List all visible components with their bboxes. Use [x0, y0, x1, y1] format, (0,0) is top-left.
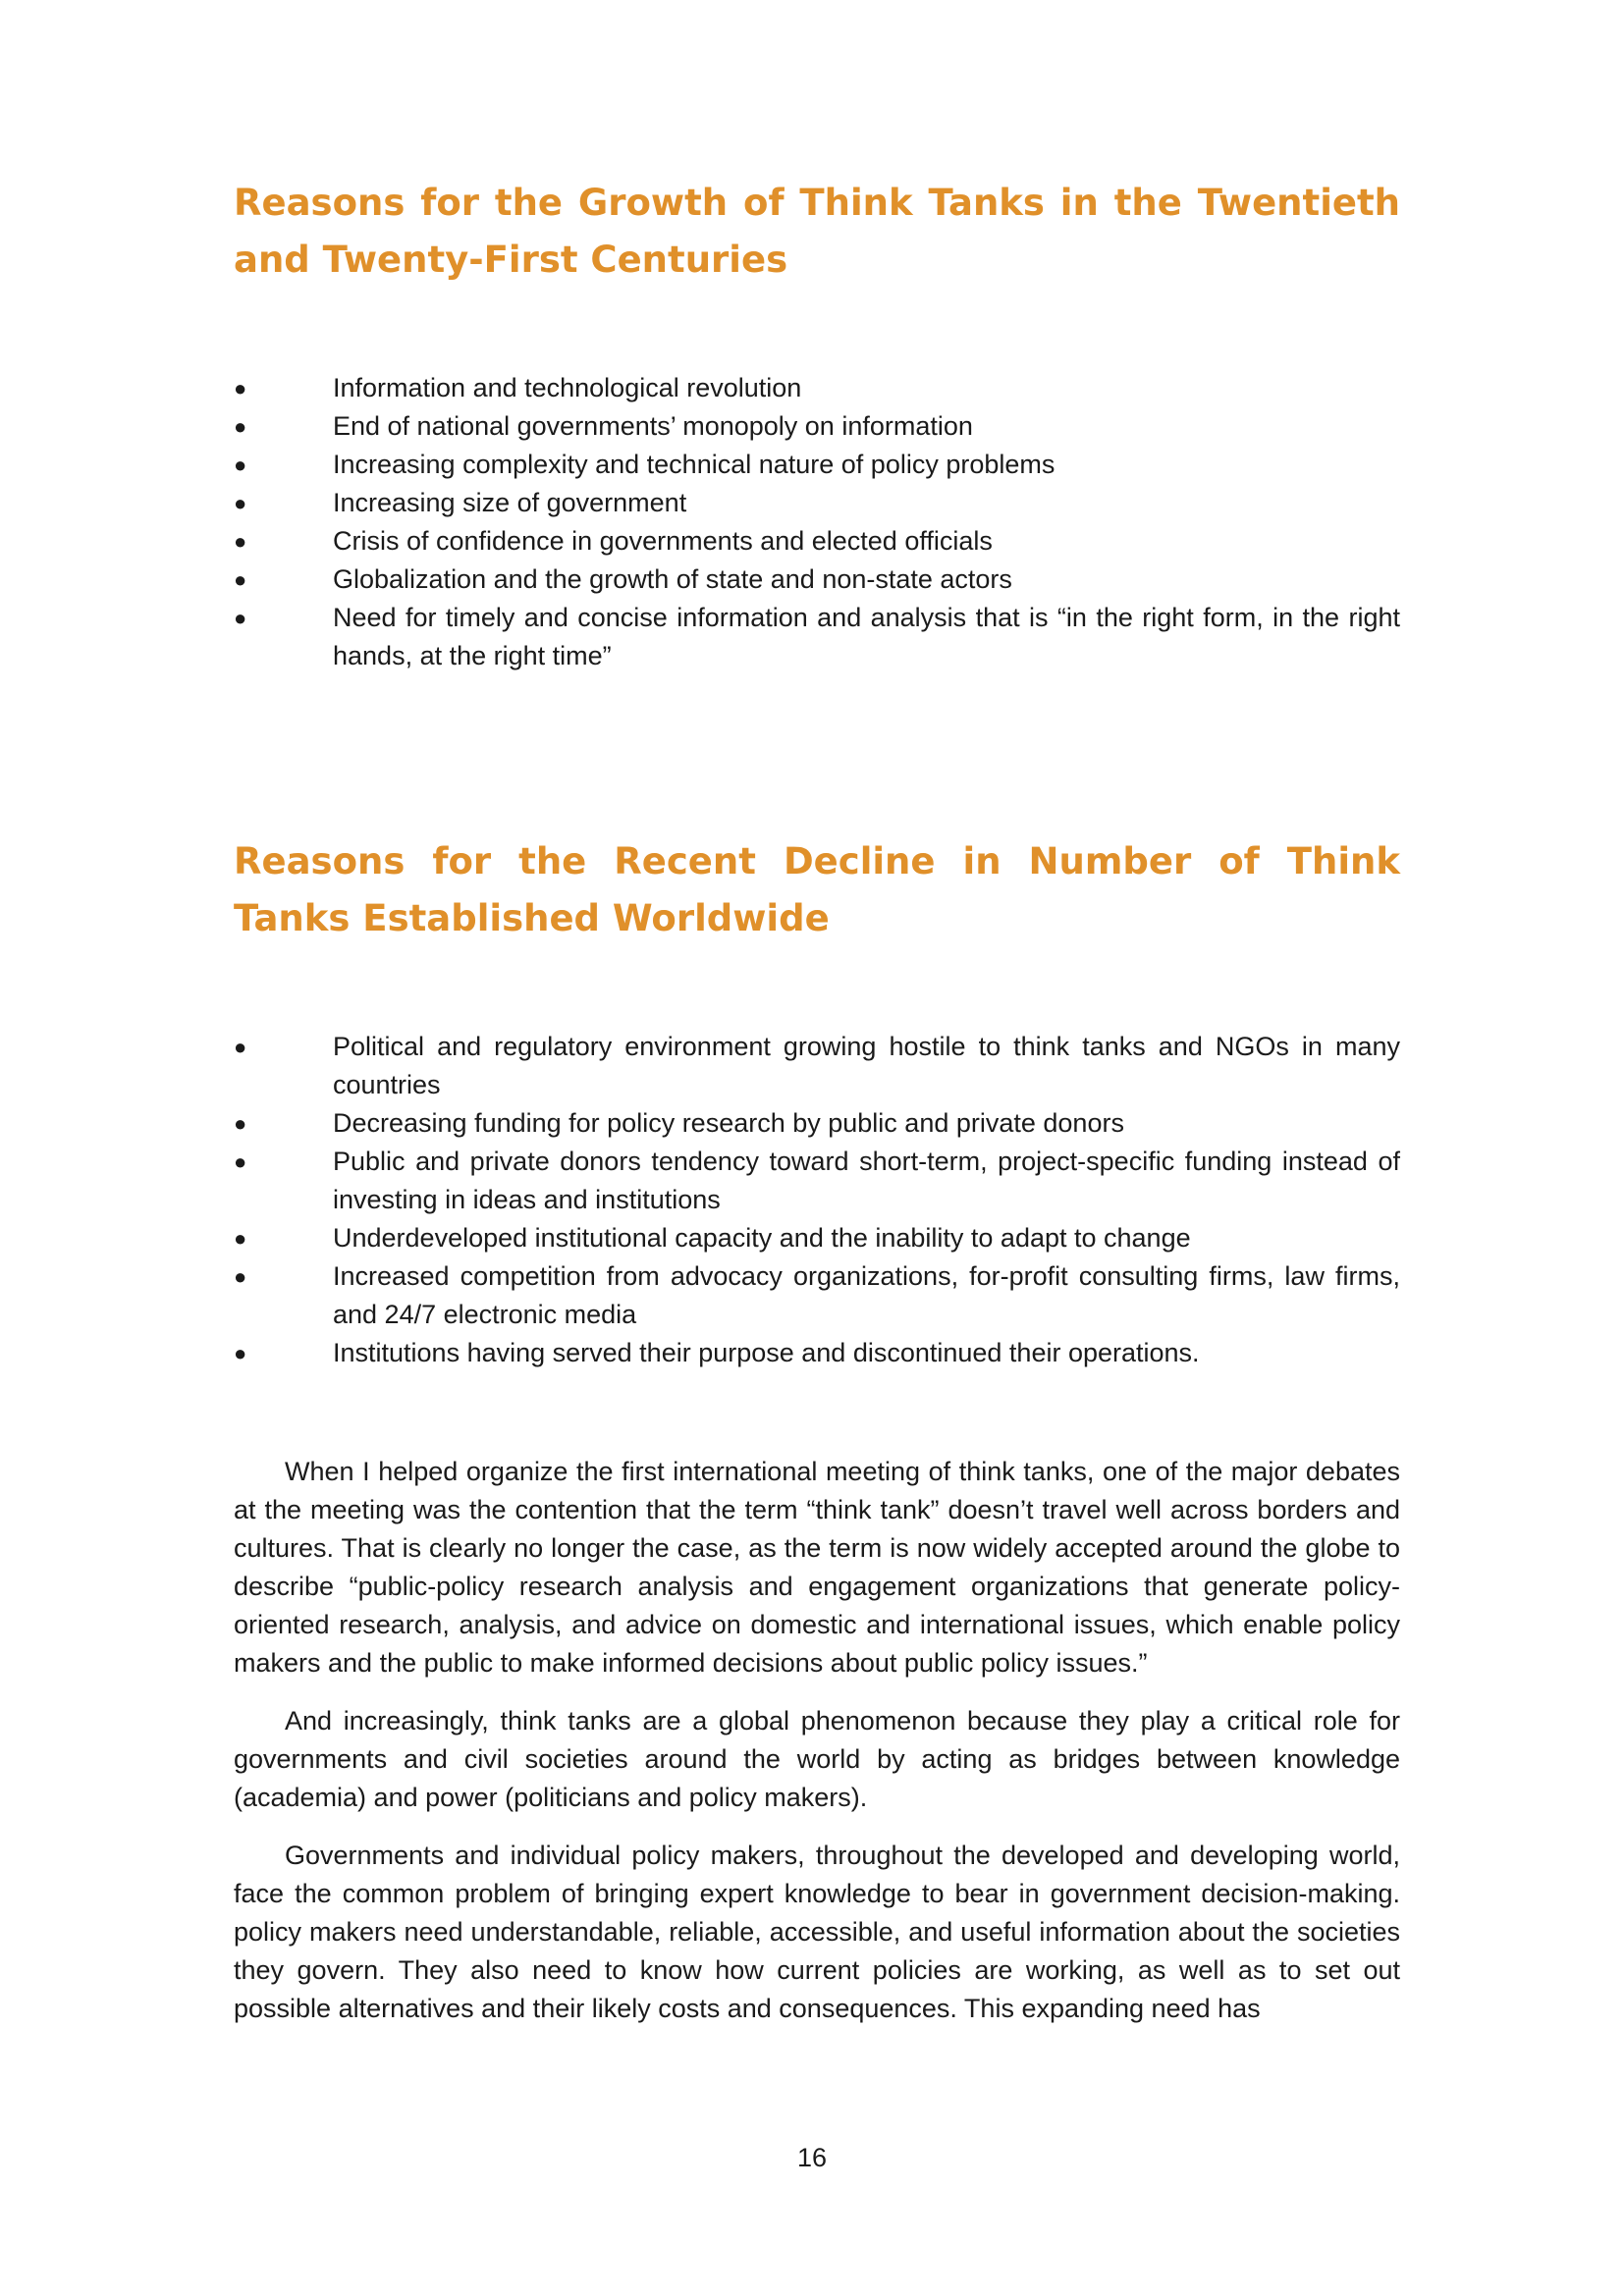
- list-item-text: End of national governments’ monopoly on information: [333, 411, 973, 441]
- bullet-icon: ●: [234, 529, 247, 554]
- section-heading-growth: Reasons for the Growth of Think Tanks in the Twentieth and Twenty-First Centuries: [234, 182, 1400, 281]
- paragraph: Governments and individual policy makers, throughout the developed and developing world, face the common problem of bringing expert knowledge to bear in government decision-making. policy makers need understandable, reliable, accessible, and useful information about the societies they govern. They also need to know how current policies are working, as well as to set out possible alternatives and their likely costs and consequences. This expanding need has: [234, 1841, 1400, 2023]
- bullet-icon: ●: [234, 1035, 247, 1059]
- list-item-text: Political and regulatory environment growing hostile to think tanks and NGOs in many countries: [333, 1032, 1400, 1099]
- list-item: [234, 1219, 1400, 1257]
- list-item: [234, 1104, 1400, 1143]
- list-item: [234, 522, 1400, 561]
- list-item-text: Public and private donors tendency toward short-term, project-specific funding instead of investing in ideas and institutions: [333, 1147, 1400, 1214]
- list-item: [234, 1334, 1400, 1372]
- list-item-text: Crisis of confidence in governments and elected officials: [333, 526, 993, 556]
- list-item-text: Increasing complexity and technical nature of policy problems: [333, 450, 1056, 479]
- list-item-text: Increased competition from advocacy organizations, for-profit consulting firms, law firms, and 24/7 electronic media: [333, 1261, 1400, 1329]
- paragraph: When I helped organize the first international meeting of think tanks, one of the major debates at the meeting was the contention that the term “think tank” doesn’t travel well across borders and cultures. That is clearly no longer the case, as the term is now widely accepted around the globe to describe “public-policy research analysis and engagement organizations that generate policy- oriented research, analysis, and advice on domestic and international issues, which enable policy makers and the public to make informed decisions about public policy issues.”: [234, 1457, 1400, 1678]
- body-text: [234, 1453, 1400, 2048]
- bullet-icon: ●: [234, 414, 247, 439]
- list-item-text: Need for timely and concise information and analysis that is “in the right form, in the right hands, at the right time”: [333, 603, 1400, 670]
- bullet-icon: ●: [234, 491, 247, 515]
- list-item-text: Underdeveloped institutional capacity and the inability to adapt to change: [333, 1223, 1191, 1253]
- bullet-icon: ●: [234, 376, 247, 400]
- bullet-list-decline: [234, 1028, 1400, 1372]
- list-item: [234, 369, 1400, 407]
- list-item: [234, 1257, 1400, 1334]
- bullet-icon: ●: [234, 1264, 247, 1289]
- list-item-text: Institutions having served their purpose and discontinued their operations.: [333, 1338, 1200, 1367]
- bullet-icon: ●: [234, 1111, 247, 1136]
- bullet-list-growth: [234, 369, 1400, 675]
- list-item: [234, 599, 1400, 675]
- paragraph: And increasingly, think tanks are a global phenomenon because they play a critical role for governments and civil societies around the world by acting as bridges between knowledge (academia) and power (politicians and policy makers).: [234, 1706, 1400, 1812]
- list-item-text: Increasing size of government: [333, 488, 687, 517]
- bullet-icon: ●: [234, 1341, 247, 1365]
- list-item-text: Information and technological revolution: [333, 373, 802, 402]
- list-item: [234, 446, 1400, 484]
- list-item-text: Globalization and the growth of state and non-state actors: [333, 564, 1012, 594]
- bullet-icon: ●: [234, 606, 247, 630]
- page-number: 16: [796, 2143, 828, 2172]
- list-item: [234, 407, 1400, 446]
- list-item: [234, 561, 1400, 599]
- list-item: [234, 484, 1400, 522]
- bullet-icon: ●: [234, 1149, 247, 1174]
- list-item-text: Decreasing funding for policy research by public and private donors: [333, 1108, 1124, 1138]
- bullet-icon: ●: [234, 1226, 247, 1251]
- bullet-icon: ●: [234, 567, 247, 592]
- list-item: [234, 1028, 1400, 1104]
- list-item: [234, 1143, 1400, 1219]
- bullet-icon: ●: [234, 453, 247, 477]
- section-heading-decline: Reasons for the Recent Decline in Number of Think Tanks Established Worldwide: [234, 840, 1400, 939]
